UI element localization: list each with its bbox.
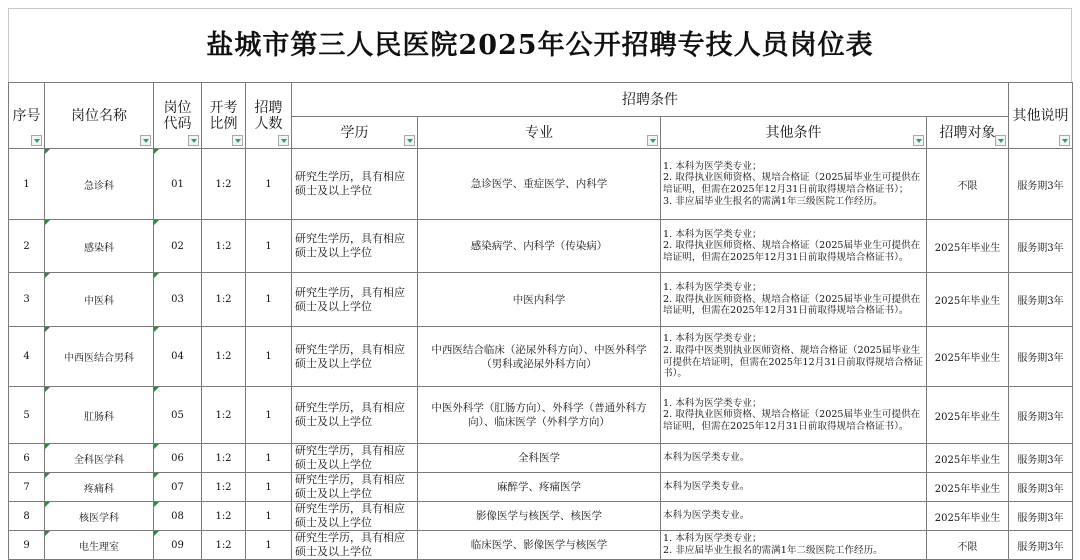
row-ratio	[202, 273, 246, 327]
comment-marker-icon	[154, 473, 159, 478]
row-remark	[1009, 473, 1073, 502]
row-count	[246, 444, 292, 473]
row-count	[246, 502, 292, 531]
row-major-text: 感染病学、内科学（传染病）	[470, 240, 608, 252]
row-name-text: 感染科	[84, 242, 114, 254]
comment-marker-icon	[154, 387, 159, 392]
row-ratio	[202, 387, 246, 444]
row-ratio	[202, 149, 246, 220]
row-remark	[1009, 327, 1073, 387]
row-education	[292, 502, 418, 531]
condition-line: 本科为医学类专业。	[663, 510, 750, 522]
row-seq	[9, 387, 45, 444]
row-remark-text: 服务期3年	[1017, 454, 1064, 466]
row-education-text: 研究生学历，具有相应硕士及以上学位	[295, 502, 405, 529]
row-code	[154, 502, 202, 531]
filter-dropdown-icon[interactable]	[647, 135, 658, 146]
row-count-text: 1	[265, 409, 272, 421]
row-name	[45, 444, 154, 473]
row-major	[418, 387, 661, 444]
row-remark-text: 服务期3年	[1017, 296, 1064, 307]
row-other	[661, 502, 927, 531]
row-major-text: 临床医学、影像医学与核医学	[470, 539, 608, 551]
row-target	[927, 444, 1009, 473]
row-count-text: 1	[265, 240, 272, 252]
row-code-text: 08	[171, 510, 184, 522]
row-other	[661, 473, 927, 502]
row-seq-text: 5	[23, 409, 30, 421]
table-row	[9, 473, 1073, 502]
row-education-text: 研究生学历，具有相应硕士及以上学位	[295, 473, 405, 500]
comment-marker-icon	[45, 444, 50, 449]
comment-marker-icon	[154, 531, 159, 536]
row-target-text: 2025年毕业生	[934, 411, 1001, 423]
row-seq	[9, 473, 45, 502]
row-other	[661, 220, 927, 273]
table-row	[9, 502, 1073, 531]
row-education	[292, 273, 418, 327]
row-remark-text: 服务期3年	[1017, 411, 1064, 423]
filter-dropdown-icon[interactable]	[404, 135, 415, 146]
row-code	[154, 387, 202, 444]
comment-marker-icon	[154, 149, 159, 154]
row-ratio	[202, 531, 246, 560]
row-seq-text: 3	[23, 294, 30, 305]
row-count	[246, 327, 292, 387]
job-table	[8, 82, 1073, 560]
row-target-text: 2025年毕业生	[934, 296, 1001, 307]
row-major	[418, 502, 661, 531]
row-code-text: 01	[171, 178, 184, 190]
row-code	[154, 531, 202, 560]
row-code	[154, 273, 202, 327]
row-name-text: 电生理室	[79, 541, 119, 553]
row-education-text: 研究生学历，具有相应硕士及以上学位	[295, 444, 405, 471]
row-remark-text: 服务期3年	[1017, 483, 1064, 495]
row-education-text: 研究生学历，具有相应硕士及以上学位	[295, 232, 405, 259]
condition-line: 1. 本科为医学类专业；	[663, 397, 762, 409]
row-remark-text: 服务期3年	[1017, 512, 1064, 524]
row-count-text: 1	[265, 481, 272, 493]
row-ratio-text: 1:2	[215, 481, 232, 493]
row-name-text: 急诊科	[84, 180, 114, 192]
row-count-text: 1	[265, 510, 272, 522]
row-remark	[1009, 387, 1073, 444]
filter-dropdown-icon[interactable]	[140, 135, 151, 146]
row-remark-text: 服务期3年	[1017, 541, 1064, 553]
comment-marker-icon	[45, 387, 50, 392]
comment-marker-icon	[45, 531, 50, 536]
comment-marker-icon	[154, 502, 159, 507]
comment-marker-icon	[45, 502, 50, 507]
row-name-text: 疼痛科	[84, 483, 114, 495]
row-seq	[9, 502, 45, 531]
row-major	[418, 273, 661, 327]
row-name	[45, 149, 154, 220]
row-target	[927, 273, 1009, 327]
row-count-text: 1	[265, 294, 272, 305]
filter-dropdown-icon[interactable]	[1059, 135, 1070, 146]
row-ratio-text: 1:2	[215, 178, 232, 190]
row-count-text: 1	[265, 539, 272, 551]
row-name	[45, 387, 154, 444]
row-seq	[9, 444, 45, 473]
table-row	[9, 273, 1073, 327]
row-name	[45, 273, 154, 327]
comment-marker-icon	[154, 273, 159, 278]
row-seq	[9, 220, 45, 273]
table-row	[9, 531, 1073, 560]
row-remark	[1009, 531, 1073, 560]
header-ratio[interactable]: 开考比例	[202, 83, 246, 149]
condition-line: 2. 取得执业医师资格、规培合格证（2025届毕业生可提供在培证明，但需在2025年12月31日前取得规培合格证书）；	[663, 172, 921, 195]
row-major-text: 中医内科学	[512, 293, 566, 306]
row-major	[418, 473, 661, 502]
header-code[interactable]: 岗位代码	[154, 83, 202, 149]
condition-line: 1. 本科为医学类专业；	[663, 333, 762, 345]
header-name[interactable]: 岗位名称	[45, 83, 154, 149]
header-education[interactable]: 学历	[292, 117, 418, 149]
condition-line: 1. 本科为医学类专业；	[663, 533, 762, 545]
table-row	[9, 444, 1073, 473]
row-count	[246, 273, 292, 327]
condition-line: 3. 非应届毕业生报名的需满1年三级医院工作经历。	[663, 195, 883, 207]
condition-line: 2. 取得执业医师资格、规培合格证（2025届毕业生可提供在培证明，但需在2025年12月31日前取得规培合格证书）。	[663, 293, 921, 317]
condition-line: 本科为医学类专业。	[663, 452, 750, 464]
row-code-text: 09	[171, 539, 184, 551]
row-seq-text: 9	[23, 539, 30, 551]
row-code-text: 02	[171, 240, 184, 252]
header-target[interactable]: 招聘对象	[927, 117, 1009, 149]
page-title: 盐城市第三人民医院2025年公开招聘专技人员岗位表	[8, 8, 1072, 82]
row-seq-text: 8	[23, 510, 30, 522]
condition-line: 1. 本科为医学类专业；	[663, 228, 762, 240]
row-major-text: 影像医学与核医学、核医学	[476, 510, 602, 522]
row-remark	[1009, 273, 1073, 327]
row-name	[45, 502, 154, 531]
header-count[interactable]: 招聘人数	[246, 83, 292, 149]
filter-dropdown-icon[interactable]	[278, 135, 289, 146]
row-target	[927, 473, 1009, 502]
condition-line: 2. 非应届毕业生报名的需满1年二级医院工作经历。	[663, 545, 883, 556]
row-major-text: 全科医学	[518, 452, 560, 464]
comment-marker-icon	[45, 273, 50, 278]
row-count-text: 1	[265, 178, 272, 190]
row-code-text: 07	[171, 481, 184, 493]
row-ratio-text: 1:2	[215, 510, 232, 522]
row-major	[418, 444, 661, 473]
row-target	[927, 531, 1009, 560]
row-remark-text: 服务期3年	[1017, 180, 1064, 192]
row-education	[292, 444, 418, 473]
row-education	[292, 531, 418, 560]
row-target-text: 2025年毕业生	[934, 483, 1001, 495]
row-code-text: 03	[171, 294, 184, 305]
row-major-text: 麻醉学、疼痛医学	[497, 481, 581, 493]
row-remark	[1009, 220, 1073, 273]
condition-line: 本科为医学类专业。	[663, 481, 750, 493]
row-count	[246, 387, 292, 444]
table-row	[9, 327, 1073, 387]
row-ratio-text: 1:2	[215, 351, 232, 362]
header-remark[interactable]: 其他说明	[1009, 83, 1073, 149]
condition-line: 2. 取得执业医师资格、规培合格证（2025届毕业生可提供在培证明，但需在2025年12月31日前取得规培合格证书）。	[663, 409, 921, 432]
row-code	[154, 327, 202, 387]
row-code-text: 05	[171, 409, 184, 421]
row-name-text: 肛肠科	[84, 411, 114, 423]
row-count	[246, 473, 292, 502]
header-major[interactable]: 专业	[418, 117, 661, 149]
row-seq-text: 2	[23, 240, 30, 252]
row-other	[661, 327, 927, 387]
row-name-text: 核医学科	[79, 512, 119, 524]
row-name-text: 中医科	[84, 296, 114, 307]
row-seq-text: 6	[23, 452, 30, 464]
row-seq	[9, 273, 45, 327]
header-conditions: 招聘条件	[292, 83, 1009, 117]
row-education-text: 研究生学历，具有相应硕士及以上学位	[295, 531, 405, 558]
row-target-text: 2025年毕业生	[934, 242, 1001, 254]
row-education-text: 研究生学历，具有相应硕士及以上学位	[295, 285, 405, 313]
row-count	[246, 531, 292, 560]
row-ratio-text: 1:2	[215, 409, 232, 421]
row-seq-text: 7	[23, 481, 30, 493]
row-seq-text: 1	[23, 178, 30, 190]
row-code	[154, 444, 202, 473]
row-ratio	[202, 220, 246, 273]
condition-line: 1. 本科为医学类专业；	[663, 282, 762, 294]
row-name-text: 全科医学科	[74, 454, 124, 466]
row-target	[927, 220, 1009, 273]
row-code	[154, 220, 202, 273]
row-ratio	[202, 473, 246, 502]
row-ratio	[202, 502, 246, 531]
comment-marker-icon	[154, 444, 159, 449]
header-row-top	[9, 83, 1073, 117]
row-code	[154, 473, 202, 502]
row-code-text: 06	[171, 452, 184, 464]
job-table-sheet	[8, 8, 1072, 560]
row-target	[927, 149, 1009, 220]
row-target-text: 2025年毕业生	[934, 353, 1001, 364]
row-other	[661, 444, 927, 473]
table-row	[9, 149, 1073, 220]
table-row	[9, 220, 1073, 273]
row-other	[661, 387, 927, 444]
row-major	[418, 220, 661, 273]
row-name-text: 中西医结合男科	[64, 353, 134, 364]
comment-marker-icon	[45, 220, 50, 225]
row-education	[292, 220, 418, 273]
row-education-text: 研究生学历，具有相应硕士及以上学位	[295, 170, 405, 197]
filter-dropdown-icon[interactable]	[913, 135, 924, 146]
row-code-text: 04	[171, 351, 184, 362]
header-other[interactable]: 其他条件	[661, 117, 927, 149]
comment-marker-icon	[45, 149, 50, 154]
row-education-text: 研究生学历，具有相应硕士及以上学位	[295, 401, 405, 428]
row-name	[45, 327, 154, 387]
row-target-text: 2025年毕业生	[934, 512, 1001, 524]
row-other	[661, 149, 927, 220]
row-remark-text: 服务期3年	[1017, 242, 1064, 254]
row-other	[661, 273, 927, 327]
row-target-text: 不限	[957, 180, 978, 192]
header-seq[interactable]: 序号	[9, 83, 45, 149]
condition-line: 1. 本科为医学类专业；	[663, 160, 762, 172]
row-ratio-text: 1:2	[215, 294, 232, 305]
row-education	[292, 387, 418, 444]
row-seq	[9, 531, 45, 560]
row-ratio	[202, 327, 246, 387]
row-major-text: 急诊医学、重症医学、内科学	[470, 178, 608, 190]
comment-marker-icon	[45, 327, 50, 332]
row-remark-text: 服务期3年	[1017, 353, 1064, 364]
row-other	[661, 531, 927, 560]
row-name	[45, 473, 154, 502]
row-education-text: 研究生学历，具有相应硕士及以上学位	[295, 342, 405, 370]
row-seq	[9, 149, 45, 220]
table-row	[9, 387, 1073, 444]
row-code	[154, 149, 202, 220]
row-major-text: 中医外科学（肛肠方向）、外科学（普通外科方向）、临床医学（外科学方向）	[431, 402, 647, 428]
filter-dropdown-icon[interactable]	[31, 135, 42, 146]
row-ratio	[202, 444, 246, 473]
row-ratio-text: 1:2	[215, 539, 232, 551]
row-target	[927, 502, 1009, 531]
row-count	[246, 220, 292, 273]
row-seq-text: 4	[23, 351, 30, 362]
comment-marker-icon	[154, 327, 159, 332]
row-education	[292, 473, 418, 502]
filter-dropdown-icon[interactable]	[995, 135, 1006, 146]
row-target	[927, 327, 1009, 387]
comment-marker-icon	[45, 473, 50, 478]
row-major	[418, 149, 661, 220]
row-target-text: 不限	[957, 541, 978, 553]
row-remark	[1009, 444, 1073, 473]
row-education	[292, 149, 418, 220]
condition-line: 2. 取得执业医师资格、规培合格证（2025届毕业生可提供在培证明，但需在2025年12月31日前取得规培合格证书）。	[663, 240, 921, 263]
row-count-text: 1	[265, 452, 272, 464]
filter-dropdown-icon[interactable]	[232, 135, 243, 146]
row-seq	[9, 327, 45, 387]
condition-line: 2. 取得中医类别执业医师资格、规培合格证（2025届毕业生可提供在培证明，但需在2025年12月31日前取得规培合格证书）。	[663, 344, 923, 380]
comment-marker-icon	[154, 220, 159, 225]
row-target-text: 2025年毕业生	[934, 454, 1001, 466]
row-remark	[1009, 502, 1073, 531]
row-major	[418, 531, 661, 560]
row-count-text: 1	[265, 351, 272, 362]
row-target	[927, 387, 1009, 444]
row-ratio-text: 1:2	[215, 452, 232, 464]
row-major	[418, 327, 661, 387]
table-body	[9, 149, 1073, 560]
row-remark	[1009, 149, 1073, 220]
row-education	[292, 327, 418, 387]
row-name	[45, 531, 154, 560]
row-major-text: 中西医结合临床（泌尿外科方向）、中医外科学（男科或泌尿外科方向）	[431, 343, 647, 370]
filter-dropdown-icon[interactable]	[188, 135, 199, 146]
row-name	[45, 220, 154, 273]
row-count	[246, 149, 292, 220]
row-ratio-text: 1:2	[215, 240, 232, 252]
